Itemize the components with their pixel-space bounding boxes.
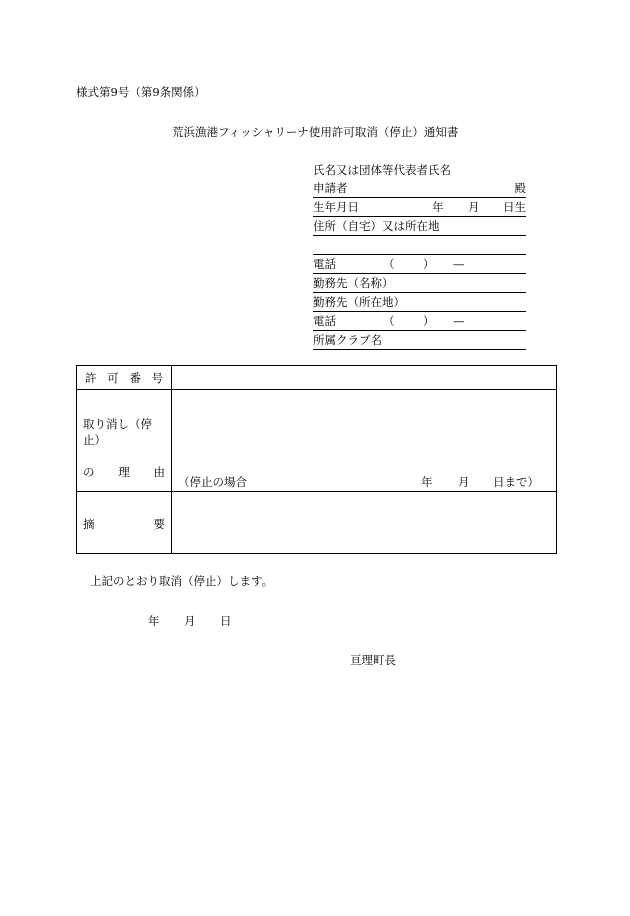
permit-char-2: 可	[107, 371, 119, 385]
birthdate-label: 生年月日	[313, 200, 359, 214]
summary-value[interactable]	[172, 492, 557, 554]
reason-char-3: 由	[153, 465, 165, 479]
reason-row	[77, 390, 557, 492]
notice-table	[76, 365, 557, 554]
birth-month-label: 月	[468, 200, 480, 214]
reason-char-1: の	[83, 465, 95, 479]
work-name-label: 勤務先（名称）	[313, 276, 394, 290]
phone-dash-2: —	[453, 314, 465, 328]
applicant-section	[313, 161, 526, 350]
address-line	[313, 217, 526, 236]
summary-char-2: 要	[153, 517, 165, 531]
birth-day-label: 日生	[503, 200, 526, 214]
reason-label-line1: 取り消し（停止）	[83, 417, 152, 447]
permit-char-1: 許	[85, 371, 97, 385]
applicant-heading: 氏名又は団体等代表者氏名	[313, 163, 451, 177]
suspension-month: 月	[458, 475, 470, 489]
document-title: 荒浜漁港フィッシャリーナ使用許可取消（停止）通知書	[172, 125, 459, 139]
address-label: 住所（自宅）又は所在地	[313, 219, 440, 233]
issue-year-label: 年	[148, 614, 160, 628]
permit-number-label	[77, 366, 172, 390]
work-name-line	[313, 274, 526, 293]
work-address-line	[313, 293, 526, 312]
applicant-label: 申請者	[313, 181, 348, 195]
issue-month-label: 月	[184, 614, 196, 628]
phone-paren-open-2: （	[383, 314, 395, 328]
phone-dash-1: —	[453, 257, 465, 271]
work-address-label: 勤務先（所在地）	[313, 295, 405, 309]
permit-char-3: 番	[129, 371, 141, 385]
phone-paren-close-1: ）	[423, 257, 435, 271]
birth-year-label: 年	[432, 200, 444, 214]
phone-line-2	[313, 312, 526, 331]
reason-char-2: 理	[118, 465, 130, 479]
applicant-honorific: 殿	[514, 181, 526, 195]
birthdate-line	[313, 198, 526, 217]
summary-label	[77, 492, 172, 554]
summary-row	[77, 492, 557, 554]
phone-paren-close-2: ）	[423, 314, 435, 328]
phone-label-1: 電話	[313, 257, 336, 271]
suspension-prefix: （停止の場合	[178, 475, 247, 489]
permit-char-4: 号	[151, 371, 163, 385]
suspension-until: 日まで）	[493, 475, 539, 489]
signer-title: 亘理町長	[350, 653, 396, 667]
suspension-year: 年	[421, 475, 433, 489]
issue-day-label: 日	[220, 614, 232, 628]
reason-value[interactable]	[172, 390, 557, 492]
reason-label	[77, 390, 172, 492]
phone-label-2: 電話	[313, 314, 336, 328]
address-blank-line	[313, 236, 526, 255]
club-line	[313, 331, 526, 350]
permit-number-value[interactable]	[172, 366, 557, 390]
phone-paren-open-1: （	[383, 257, 395, 271]
phone-line-1	[313, 255, 526, 274]
form-number: 様式第9号（第9条関係）	[76, 85, 206, 99]
summary-char-1: 摘	[83, 517, 95, 531]
notice-statement: 上記のとおり取消（停止）します。	[90, 574, 274, 588]
club-label: 所属クラブ名	[313, 333, 382, 347]
applicant-name-line	[313, 179, 526, 198]
permit-number-row	[77, 366, 557, 390]
